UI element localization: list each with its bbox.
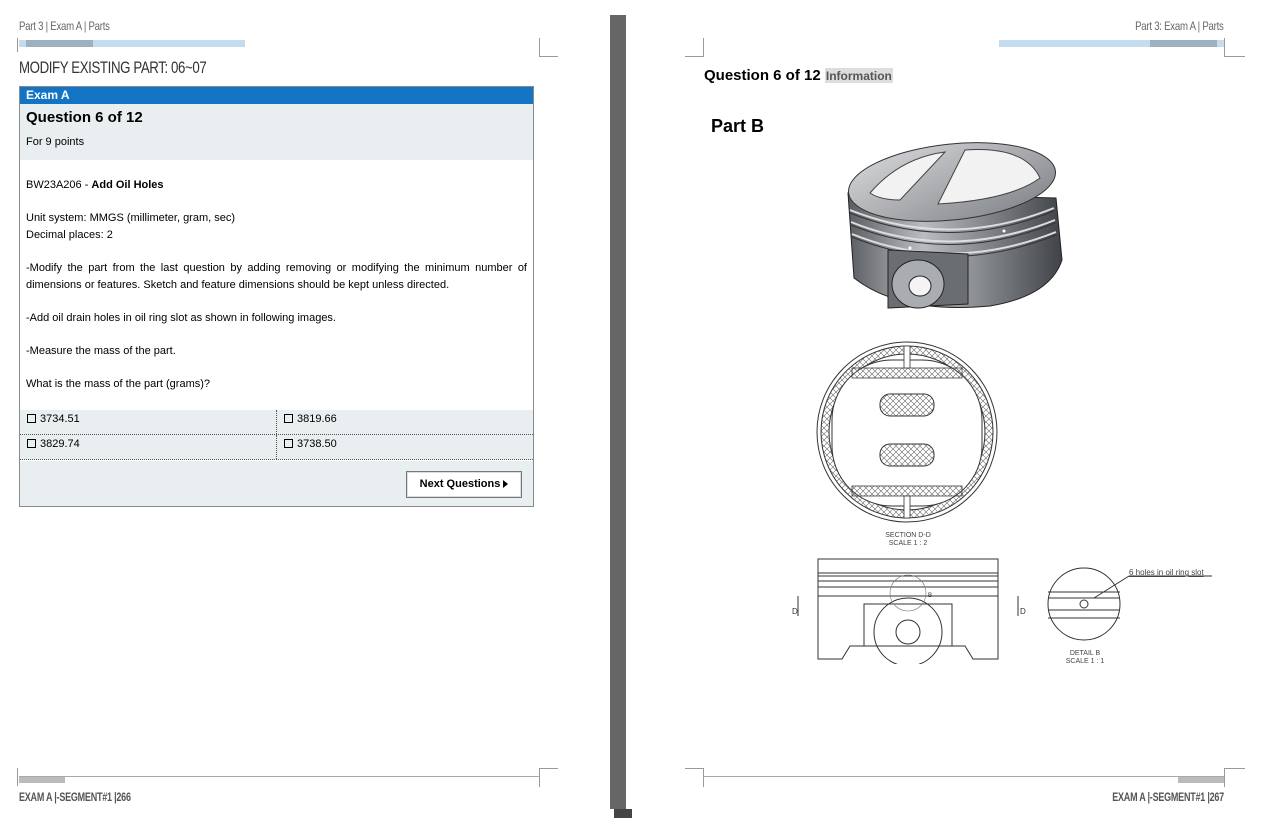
play-arrow-icon xyxy=(503,480,508,488)
decimal-places: Decimal places: 2 xyxy=(26,229,113,241)
question-code-line xyxy=(26,177,527,194)
header-accent-bar-dark xyxy=(1150,40,1217,47)
section-label-scale: SCALE 1 : 2 xyxy=(888,540,928,547)
section-label xyxy=(870,532,946,548)
answer-label: 3819.66 xyxy=(297,413,337,425)
question-header xyxy=(20,104,533,160)
question-title: Question 6 of 12 xyxy=(26,109,143,126)
right-page-header: Part 3: Exam A | Parts xyxy=(1135,19,1224,33)
answer-label: 3734.51 xyxy=(40,413,80,425)
crop-mark xyxy=(1224,768,1245,787)
book-binding xyxy=(610,15,626,809)
front-view-drawing xyxy=(790,556,1030,664)
right-page-footer: EXAM A |-SEGMENT#1 |267 xyxy=(1112,790,1224,804)
panel-footer xyxy=(20,461,533,506)
points-label: For 9 points xyxy=(26,136,85,148)
crop-mark xyxy=(17,768,18,786)
info-question-title: Question 6 of 12 xyxy=(704,67,821,84)
answer-label: 3738.50 xyxy=(297,438,337,450)
part-label: Part B xyxy=(711,116,765,136)
detail-marker: B xyxy=(928,593,933,599)
header-accent-bar-dark xyxy=(26,40,93,47)
exam-label: Exam A xyxy=(20,87,533,104)
footer-rule xyxy=(19,776,540,777)
crop-mark xyxy=(17,38,18,52)
left-page-footer: EXAM A |-SEGMENT#1 |266 xyxy=(19,790,131,804)
crop-mark xyxy=(1224,38,1245,57)
checkbox[interactable] xyxy=(284,414,293,423)
answer-row xyxy=(20,410,533,435)
info-question-heading xyxy=(704,67,893,84)
answer-label: 3829.74 xyxy=(40,438,80,450)
footer-rule xyxy=(703,776,1224,777)
answer-option-2[interactable] xyxy=(276,410,532,434)
detail-label xyxy=(1050,650,1120,666)
answer-option-4[interactable] xyxy=(276,435,532,459)
question-code: BW23A206 - xyxy=(26,179,92,191)
left-page-header: Part 3 | Exam A | Parts xyxy=(19,19,110,33)
crop-mark xyxy=(685,768,704,787)
information-tag: Information xyxy=(825,69,892,83)
footer-accent-bar xyxy=(19,777,65,783)
answer-option-1[interactable] xyxy=(20,410,276,434)
question-code-title: Add Oil Holes xyxy=(91,179,164,191)
instruction-modify: -Modify the part from the last question by adding removing or modifying the minimum number of dimensions or features. Sketch and feature dimensions should be kept unless directed. xyxy=(26,262,527,291)
footer-accent-bar xyxy=(1178,777,1224,783)
checkbox[interactable] xyxy=(27,439,36,448)
unit-system: Unit system: MMGS (millimeter, gram, sec) xyxy=(26,212,236,224)
answer-option-3[interactable] xyxy=(20,435,276,459)
checkbox[interactable] xyxy=(284,439,293,448)
detail-label-title: DETAIL B xyxy=(1069,650,1101,657)
section-view-drawing xyxy=(812,338,1002,534)
section-marker-left: D xyxy=(792,607,798,616)
section-title: MODIFY EXISTING PART: 06~07 xyxy=(19,58,207,77)
exam-question-panel xyxy=(19,86,534,507)
next-button-label: Next Questions xyxy=(419,478,501,490)
answer-grid xyxy=(20,410,533,460)
section-marker-right: D xyxy=(1020,607,1026,616)
crop-mark xyxy=(685,38,704,57)
section-label-title: SECTION D-D xyxy=(885,532,931,539)
crop-mark xyxy=(539,768,558,787)
piston-isometric-image xyxy=(840,138,1070,314)
instruction-add-holes: -Add oil drain holes in oil ring slot as shown in following images. xyxy=(26,312,336,324)
instruction-measure: -Measure the mass of the part. xyxy=(26,345,176,357)
question-body xyxy=(20,160,533,393)
detail-label-scale: SCALE 1 : 1 xyxy=(1065,658,1105,665)
next-questions-button[interactable] xyxy=(406,471,522,498)
book-binding-shadow xyxy=(614,809,632,818)
checkbox[interactable] xyxy=(27,414,36,423)
question-text: What is the mass of the part (grams)? xyxy=(26,378,211,390)
answer-row xyxy=(20,435,533,460)
detail-view-drawing xyxy=(1034,566,1214,650)
detail-callout: 6 holes in oil ring slot xyxy=(1129,568,1204,577)
crop-mark xyxy=(539,38,558,57)
